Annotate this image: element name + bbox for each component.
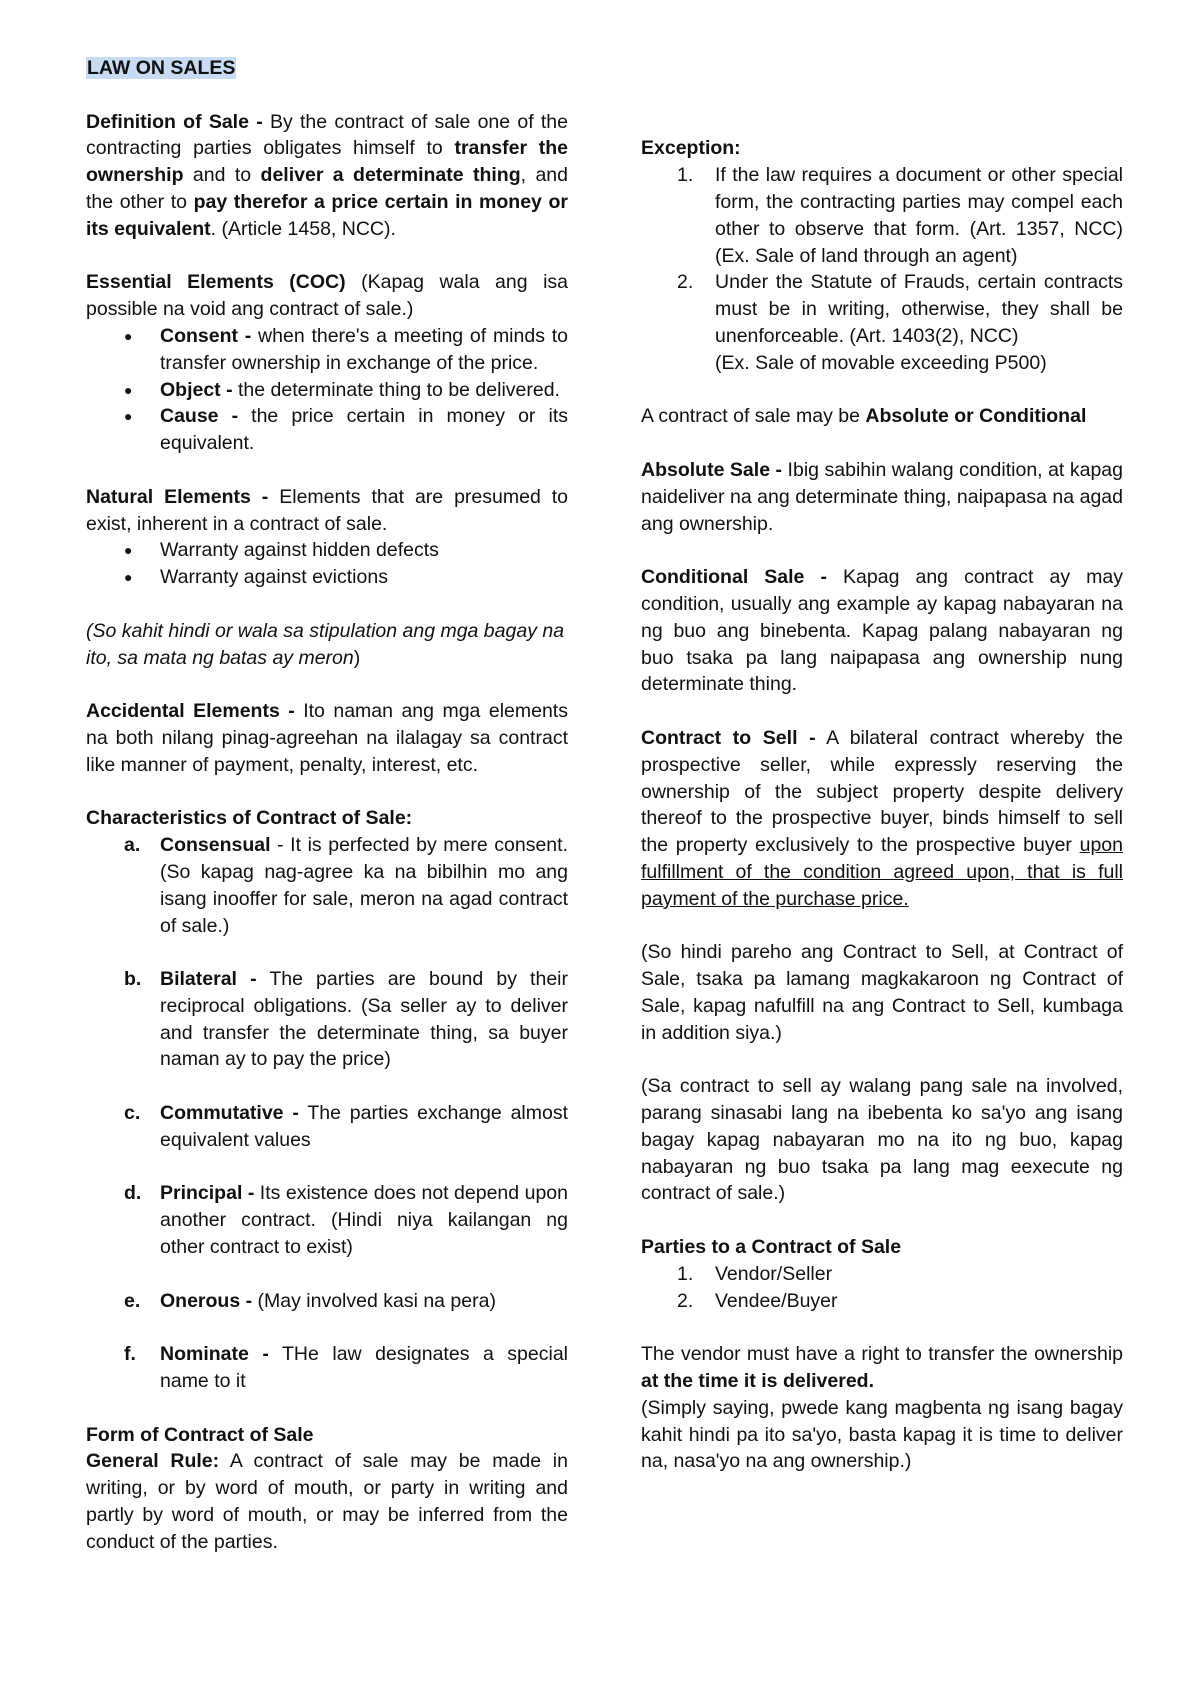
list-item: ● Warranty against evictions: [86, 564, 568, 591]
absolute-sale-paragraph: Absolute Sale - Ibig sabihin walang condition, at kapag naideliver na ang determinate thing, naipapasa na agad ang ownership.: [641, 458, 1123, 535]
form-heading: Form of Contract of Sale: [86, 1423, 314, 1446]
vendor-paragraph: The vendor must have a right to transfer the ownership at the time it is delivered.: [641, 1343, 1123, 1393]
bullet-icon: ●: [124, 569, 133, 586]
list-item: ● Consent - when there's a meeting of minds to transfer ownership in exchange of the price.: [124, 324, 568, 374]
list-item: f. Nominate - THe law designates a special name to it: [124, 1343, 569, 1393]
characteristics-heading: Characteristics of Contract of Sale:: [86, 807, 413, 830]
note-paragraph: (So hindi pareho ang Contract to Sell, at Contract of Sale, tsaka pa lamang magkakaroon ng Contract of Sale, kapag nafulfill na ang Contract to Sell, kumbaga in addition siya.): [641, 941, 1123, 1044]
parties-heading: Parties to a Contract of Sale: [641, 1236, 902, 1259]
list-item: e. Onerous - (May involved kasi na pera): [124, 1289, 496, 1312]
general-rule-paragraph: General Rule: A contract of sale may be made in writing, or by word of mouth, or party in writing and partly by word of mouth, or may be inferred from the conduct of the parties.: [86, 1450, 568, 1553]
conditional-sale-paragraph: Conditional Sale - Kapag ang contract ay may condition, usually ang example ay kapag nabayaran na ng buo ang binebenta. Kapag palang nabayaran ng buo tsaka pa lang naipapasa ang ownership nung determinate thing.: [641, 566, 1123, 696]
list-item: 1. Vendor/Seller: [677, 1262, 833, 1285]
list-item: ● Object - the determinate thing to be delivered.: [86, 377, 568, 404]
list-item: 1. If the law requires a document or other special form, the contracting parties may compel each other to observe that form. (Art. 1357, NCC) (Ex. Sale of land through an agent): [677, 164, 1123, 267]
absolute-or-conditional: A contract of sale may be Absolute or Conditional: [641, 405, 1087, 428]
bullet-icon: ●: [124, 381, 133, 398]
bullet-icon: ●: [124, 408, 133, 425]
note-paragraph: (Sa contract to sell ay walang pang sale na involved, parang sinasabi lang na ibebenta ko sa'yo ang isang bagay kapag nabayaran mo na ito ng buo, kapag nabayaran ng buo tsaka pa lang mag eexecute ng contract of sale.): [641, 1075, 1123, 1205]
accidental-elements-paragraph: Accidental Elements - Ito naman ang mga elements na both nilang pinag-agreehan na ilalagay sa contract like manner of payment, penalty, interest, etc.: [86, 700, 568, 776]
contract-to-sell-paragraph: Contract to Sell - A bilateral contract whereby the prospective seller, while expressly reserving the ownership of the subject property despite delivery thereof to the prospective buyer, binds himself to sell the property exclusively to the prospective buyer upon fulfillment of the condition agreed upon, that is full payment of the purchase price.: [641, 726, 1123, 910]
list-item: a. Consensual - It is perfected by mere consent. (So kapag nag-agree ka na bibilhin mo ang isang inooffer for sale, meron na agad contract of sale.): [124, 834, 568, 937]
natural-elements-note: (So kahit hindi or wala sa stipulation ang mga bagay na ito, sa mata ng batas ay meron): [86, 619, 565, 669]
list-item: ● Cause - the price certain in money or its equivalent.: [124, 405, 568, 455]
list-item: 2. Vendee/Buyer: [677, 1289, 838, 1312]
exception-heading: Exception:: [641, 137, 741, 160]
bullet-icon: ●: [124, 327, 133, 344]
list-item: c. Commutative - The parties exchange almost equivalent values: [124, 1102, 568, 1151]
list-item: ● Warranty against hidden defects: [86, 537, 568, 564]
definition-paragraph: Definition of Sale - By the contract of sale one of the contracting parties obligates himself to transfer the ownership and to deliver a determinate thing, and the other to pay therefor a price certain in money or its equivalent. (Article 1458, NCC).: [86, 110, 569, 240]
vendor-note: (Simply saying, pwede kang magbenta ng isang bagay kahit hindi pa ito sa'yo, basta kapag it is time to deliver na, nasa'yo na ang ownership.): [641, 1396, 1123, 1473]
essential-elements-heading: Essential Elements (COC) (Kapag wala ang isa possible na void ang contract of sale.): [86, 271, 569, 321]
list-item: b. Bilateral - The parties are bound by their reciprocal obligations. (Sa seller ay to deliver and transfer the determinate thing, sa buyer naman ay to pay the price): [124, 968, 568, 1071]
left-column: [86, 55, 568, 1556]
list-item: d. Principal - Its existence does not depend upon another contract. (Hindi niya kailangan ng other contract to exist): [124, 1182, 568, 1259]
bullet-icon: ●: [124, 542, 133, 559]
list-item: 2. Under the Statute of Frauds, certain contracts must be in writing, otherwise, they shall be unenforceable. (Art. 1403(2), NCC) (Ex. Sale of movable exceeding P500): [677, 271, 1123, 374]
right-column: [641, 55, 1123, 1475]
natural-elements-paragraph: Natural Elements - Elements that are presumed to exist, inherent in a contract of sale.: [86, 485, 568, 535]
continued-text-spacer: [641, 55, 1123, 109]
page-title: LAW ON SALES: [87, 57, 236, 79]
